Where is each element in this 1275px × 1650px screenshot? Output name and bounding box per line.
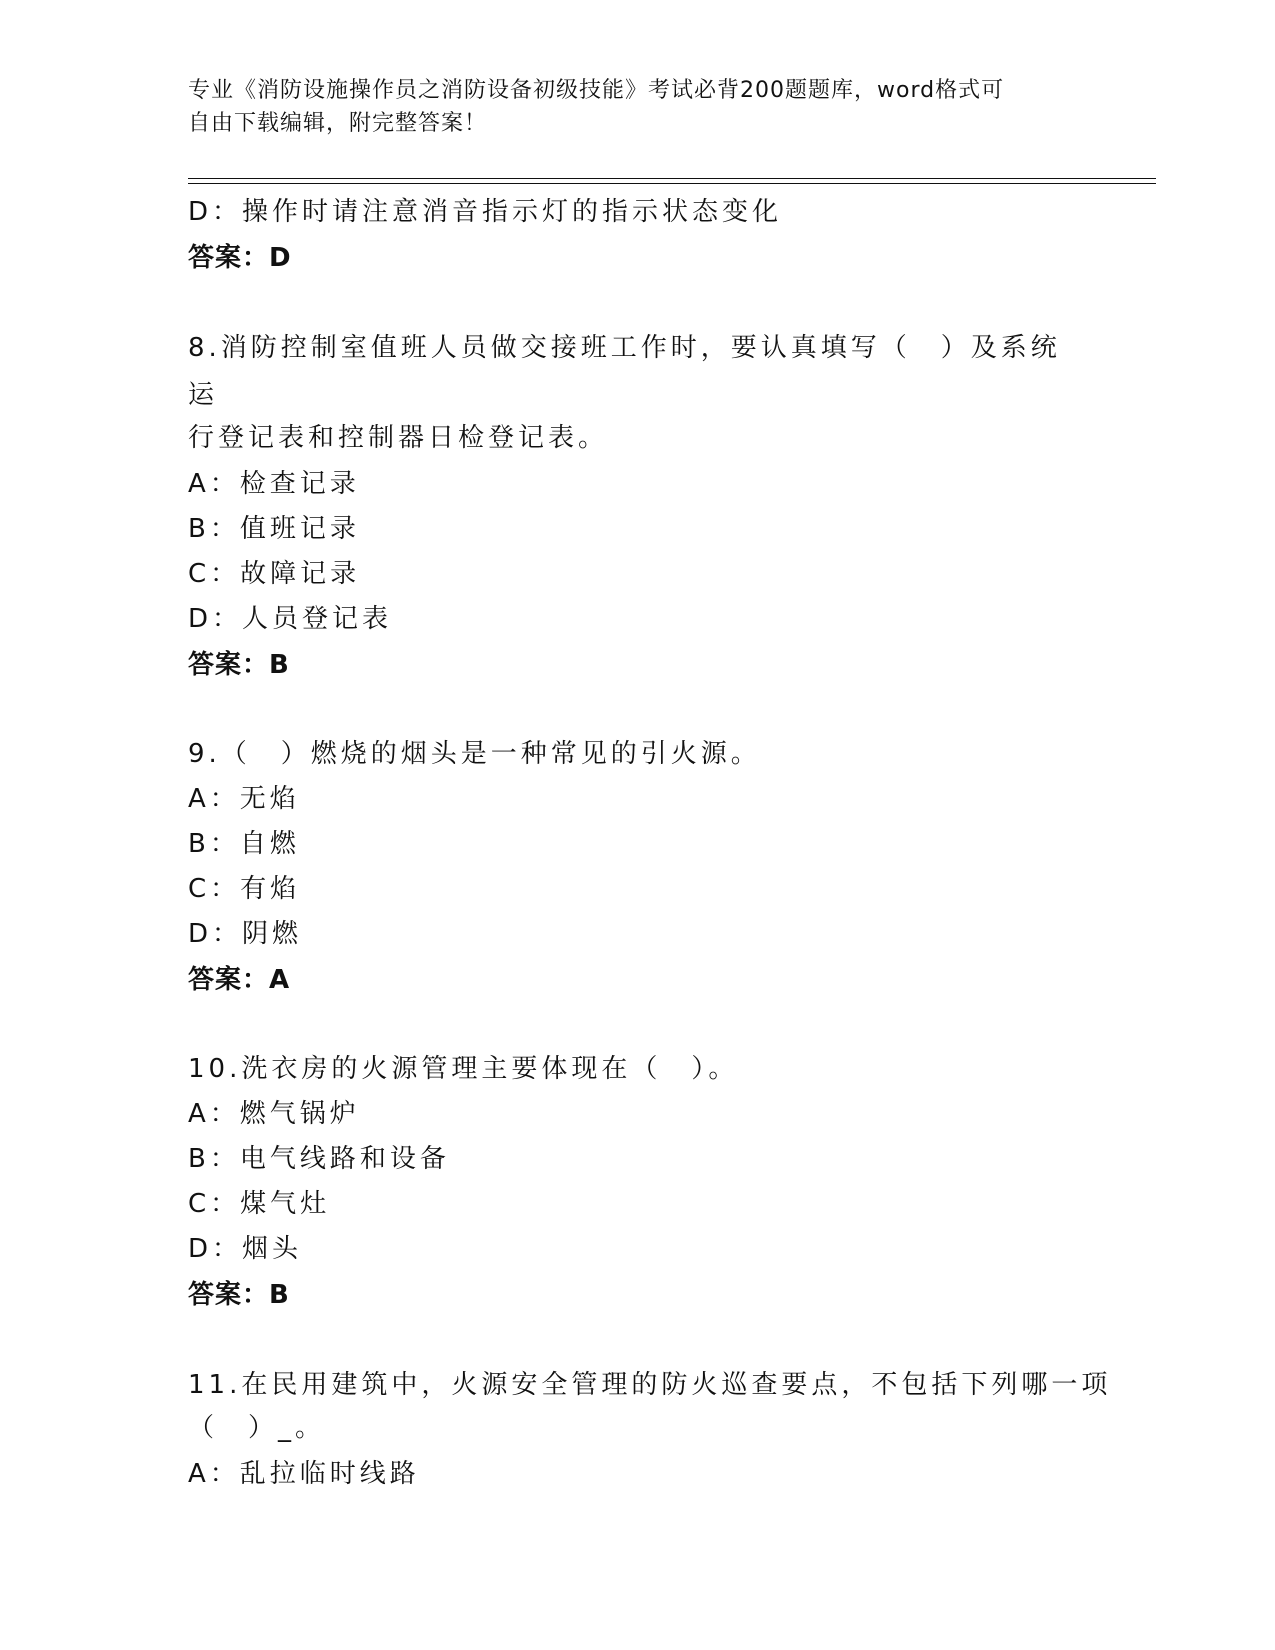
q9-option-d: D：阴燃 <box>188 919 303 949</box>
q8-option-b: B：值班记录 <box>188 514 360 544</box>
header-line-1: 专业《消防设施操作员之消防设备初级技能》考试必背200题题库，word格式可 <box>188 78 1005 103</box>
q10-option-a: A：燃气锅炉 <box>188 1099 360 1129</box>
q7-answer: 答案：D <box>188 243 292 273</box>
header-divider-bottom <box>188 183 1156 184</box>
q8-option-d: D：人员登记表 <box>188 604 393 634</box>
q11-stem-line-1: 11.在民用建筑中，火源安全管理的防火巡查要点，不包括下列哪一项 <box>188 1370 1112 1400</box>
document-body <box>188 190 1112 1497</box>
q11-stem-line-2: （ ）_。 <box>188 1413 326 1443</box>
q9-answer: 答案：A <box>188 965 291 995</box>
q9-option-b: B：自燃 <box>188 829 300 859</box>
q11-option-a: A：乱拉临时线路 <box>188 1459 420 1489</box>
q9-option-a: A：无焰 <box>188 784 300 814</box>
document-header <box>188 74 1078 140</box>
q9-option-c: C：有焰 <box>188 874 301 904</box>
q8-stem-line-2: 行登记表和控制器日检登记表。 <box>188 423 609 453</box>
header-divider-top <box>188 178 1156 179</box>
q8-stem-line-1: 8.消防控制室值班人员做交接班工作时，要认真填写（ ）及系统运 <box>188 333 1061 410</box>
q11-stem <box>188 1362 1112 1452</box>
q8-answer: 答案：B <box>188 650 290 680</box>
q9-stem: 9.（ ）燃烧的烟头是一种常见的引火源。 <box>188 739 761 769</box>
q8-option-a: A：检查记录 <box>188 469 360 499</box>
q8-option-c: C：故障记录 <box>188 559 361 589</box>
q8-stem <box>188 325 1078 462</box>
q10-option-c: C：煤气灶 <box>188 1189 331 1219</box>
q10-option-b: B：电气线路和设备 <box>188 1144 450 1174</box>
q7-option-d: D：操作时请注意消音指示灯的指示状态变化 <box>188 197 783 227</box>
q10-option-d: D：烟头 <box>188 1234 303 1264</box>
q10-answer: 答案：B <box>188 1280 290 1310</box>
header-line-2: 自由下载编辑，附完整答案！ <box>188 111 488 136</box>
q10-stem: 10.洗衣房的火源管理主要体现在（ ）。 <box>188 1054 739 1084</box>
